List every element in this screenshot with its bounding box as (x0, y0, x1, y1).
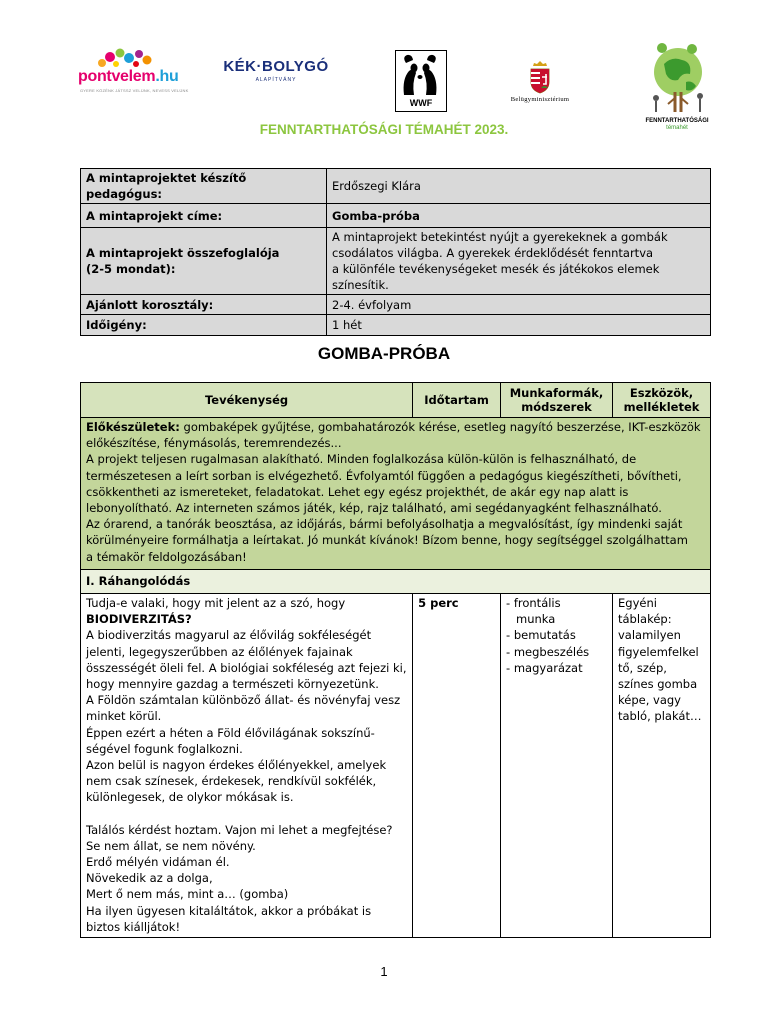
activity-row (81, 594, 711, 938)
project-info-table (80, 168, 711, 336)
section-row (81, 570, 711, 594)
project-title-label: A mintaprojekt címe: (81, 204, 327, 228)
section-title: I. Ráhangolódás (81, 570, 711, 594)
main-title: GOMBA-PRÓBA (317, 344, 451, 363)
week-title: FENNTARTHATÓSÁGI TÉMAHÉT 2023. (259, 122, 509, 137)
age-label: Ajánlott korosztály: (81, 295, 327, 315)
header-methods: Munkaformák, módszerek (501, 383, 613, 418)
panda-icon (396, 51, 445, 97)
header-duration: Időtartam (413, 383, 501, 418)
coat-of-arms-icon (528, 60, 552, 94)
biodiversity-keyword: BIODIVERZITÁS? (86, 612, 192, 627)
kek-bolygo-title: KÉK·BOLYGÓ (223, 58, 329, 75)
kek-bolygo-logo (220, 58, 332, 88)
belugyminiszterium-logo (490, 60, 590, 110)
preparation-text: Előkészületek: gombaképek gyűjtése, gombahatározók kérése, esetleg nagyító beszerzése, IKT-eszközök előkészítése, fénymásolás, teremrendezés... A projekt teljesen rugalmasan alakítható. Minden foglalkozása külön-külön is felhasználható, de természetesen a leírt sorban is elvégezhető. Évfolyamtól függően a pedagógus kiegészítheti, bővítheti, csökkentheti az ismereteket, feladatokat. Lehet egy egész projekthét, de akár egy nap alatt is lebonyolítható. Az interneten számos játék, kép, rajz található, ami segédanyagként felhasználható. Az órarend, a tanórák beosztása, az időjárás, bármi befolyásolhatja a megvalósítást, így mindenki saját körülményeire formálhatja a leírtakat. Jó munkát kívánok! Bízom benne, hogy segítséggel szolgálhattam a témakör feldolgozásában! (81, 418, 711, 570)
activity-table (80, 382, 711, 938)
info-row-teacher (81, 169, 711, 204)
time-label: Időigény: (81, 315, 327, 336)
riddle-line: Ha ilyen ügyesen kitaláltátok, akkor a próbákat is (86, 903, 372, 918)
summary-value: A mintaprojekt betekintést nyújt a gyerekeknek a gombák csodálatos világba. A gyerekek érdeklődését fenntartva a különféle tevékenységeket mesék és játékokos elemek színesítik. (327, 228, 711, 295)
riddle-line: biztos kiálljátok! (86, 919, 181, 934)
riddle-line: Mert ő nem más, mint a… (gomba) (86, 887, 289, 902)
age-value: 2-4. évfolyam (327, 295, 711, 315)
pontvelem-tagline: GYERE KÖZÉNK JÁTSSZ VELÜNK, NEVESS VELÜNK (80, 88, 189, 93)
riddle-line: Találós kérdést hoztam. Vajon mi lehet a megfejtése? (86, 822, 393, 837)
info-row-time (81, 315, 711, 336)
header-tools: Eszközök, mellékletek (613, 383, 711, 418)
fenntarthatosagi-label: FENNTARTHATÓSÁGI témahét (645, 118, 709, 131)
riddle-line: Növekedik az a dolga, (86, 871, 213, 886)
activity-methods: - frontális munka - bemutatás - megbeszélés - magyarázat (501, 594, 613, 938)
time-value: 1 hét (327, 315, 711, 336)
pontvelem-dots-icon (96, 48, 156, 70)
page-number: 1 (380, 964, 388, 979)
header-activity: Tevékenység (81, 383, 413, 418)
preparation-label: Előkészületek: (86, 420, 180, 434)
wwf-label: WWF (409, 98, 433, 108)
pontvelem-wordmark: pontvelem.hu (78, 68, 179, 85)
project-title-value: Gomba-próba (327, 204, 711, 228)
activity-duration: 5 perc (413, 594, 501, 938)
teacher-label: A mintaprojektet készítő pedagógus: (81, 169, 327, 204)
info-row-age (81, 295, 711, 315)
kek-bolygo-subtitle: ALAPÍTVÁNY (255, 77, 297, 83)
wwf-logo (395, 50, 447, 112)
activity-table-header (81, 383, 711, 418)
activity-tools: Egyéni táblakép: valamilyen figyelemfelkel tő, szép, színes gomba képe, vagy tabló, plakát… (613, 594, 711, 938)
info-row-summary (81, 228, 711, 295)
pontvelem-logo (78, 48, 189, 93)
riddle-line: Se nem állat, se nem növény. (86, 838, 256, 853)
preparation-row (81, 418, 711, 570)
info-row-title (81, 204, 711, 228)
belugyminiszterium-label: Belügyminisztérium (510, 96, 570, 103)
teacher-value: Erdőszegi Klára (327, 169, 711, 204)
riddle-line: Erdő mélyén vidáman él. (86, 855, 230, 870)
activity-description: Tudja-e valaki, hogy mit jelent az a szó, hogy BIODIVERZITÁS? A biodiverzitás magyarul az élővilág sokféleségét jelenti, legegyszerűbben az élőlények fajainak összességét öleli fel. A biológiai sokféleség azt fejezi ki, hogy mennyire gazdag a természeti környezetünk. A Földön számtalan különböző állat- és növényfaj vesz minket körül. Éppen ezért a héten a Föld élővilágának sokszínű- ségével fogunk foglalkozni. Azon belül is nagyon érdekes élőlényekkel, amelyek nem csak színesek, érdekesek, rendkívül sokfélék, különlegesek, de olykor mókásak is. Találós kérdést hoztam. Vajon mi lehet a megfejtése? Se nem állat, se nem növény. Erdő mélyén vidáman él. Növekedik az a dolga, Mert ő nem más, mint a… (gomba) Ha ilyen ügyesen kitaláltátok, akkor a próbákat is biztos kiálljátok! (81, 594, 413, 938)
summary-label: A mintaprojekt összefoglalója (2-5 mondat): (81, 228, 327, 295)
tree-globe-icon (642, 42, 712, 116)
